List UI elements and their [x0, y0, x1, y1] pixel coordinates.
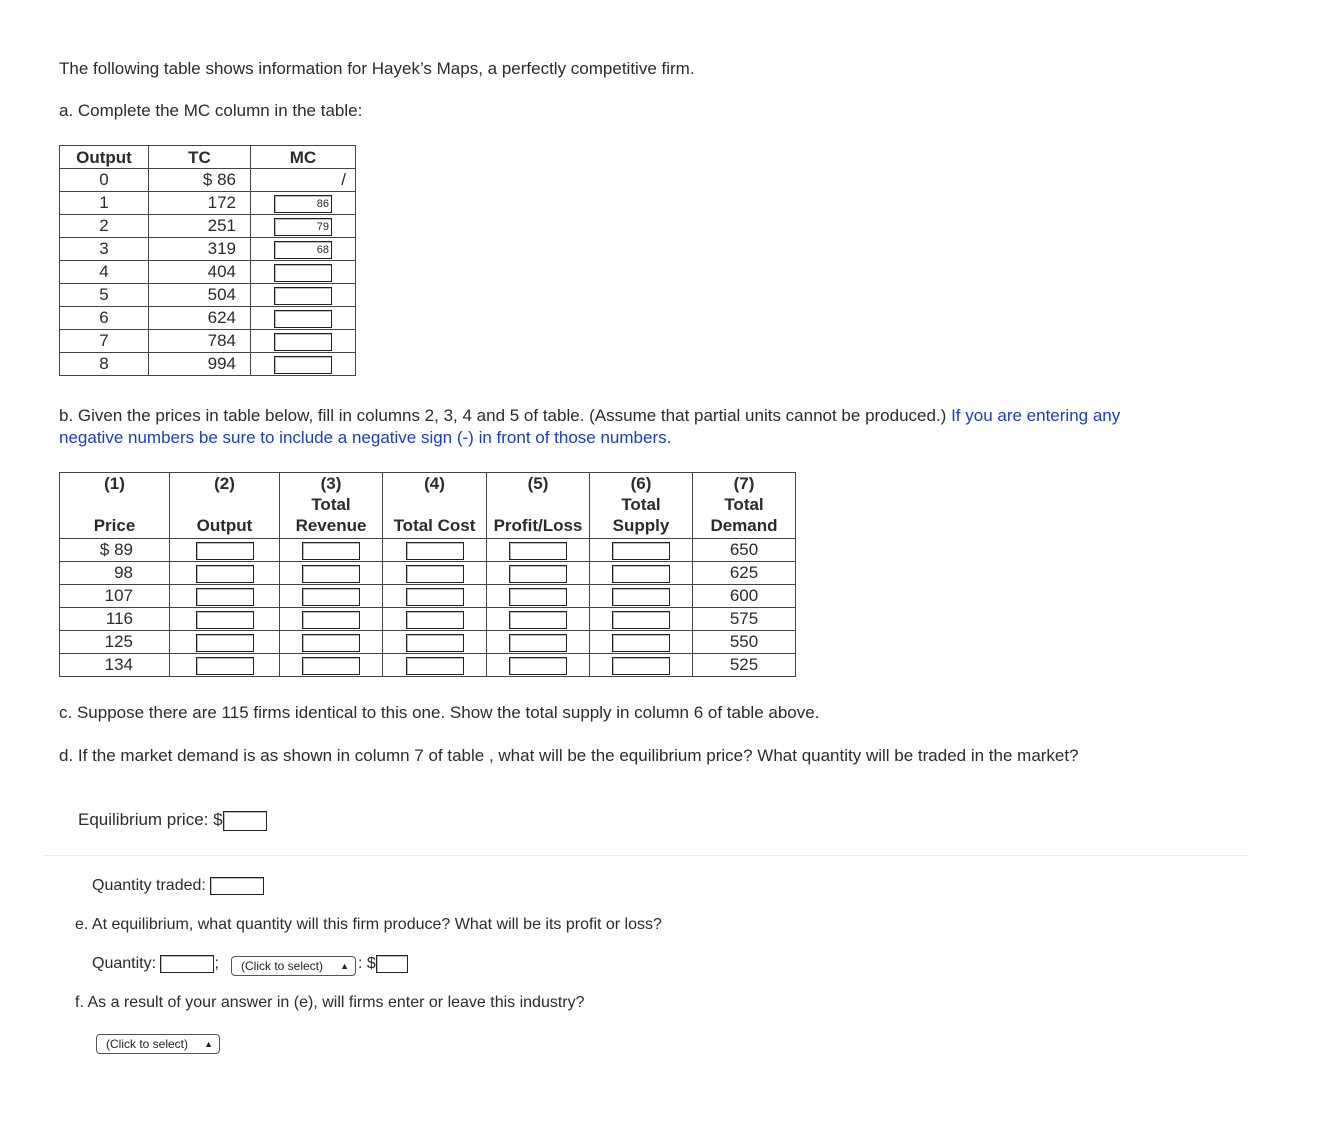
- col-header-output: Output: [60, 146, 149, 169]
- input-cell: [280, 631, 383, 654]
- col-header-6: [590, 473, 693, 539]
- col-header-line2: Profit/Loss: [493, 516, 583, 535]
- col-header-line2: Price: [93, 516, 136, 535]
- equilibrium-price-input[interactable]: [223, 811, 267, 831]
- input-cell: [170, 539, 280, 562]
- input-cell: [170, 585, 280, 608]
- intro-text: The following table shows information for Hayek’s Maps, a perfectly competitive firm.: [59, 59, 695, 78]
- table-row: [60, 238, 356, 261]
- col-header-number: (1): [104, 474, 125, 493]
- profit-loss-input[interactable]: [509, 542, 567, 560]
- demand-cell: 525: [693, 654, 796, 677]
- mc-input[interactable]: [274, 356, 332, 374]
- input-cell: [383, 539, 487, 562]
- table-row: [60, 284, 356, 307]
- table-row: [60, 608, 796, 631]
- quantity-label: Quantity:: [92, 955, 157, 972]
- market-table-header: [60, 473, 796, 539]
- col-header-number: (7): [733, 474, 755, 493]
- total-supply-input[interactable]: [612, 611, 670, 629]
- price-cell: 107: [60, 585, 170, 608]
- mc-cell: [251, 192, 356, 215]
- total-revenue-input[interactable]: [302, 588, 360, 606]
- table-row: [60, 654, 796, 677]
- mc-cell: [251, 307, 356, 330]
- input-cell: [170, 654, 280, 677]
- firm-quantity-input[interactable]: [160, 955, 214, 973]
- input-cell: [170, 608, 280, 631]
- total-supply-input[interactable]: [612, 657, 670, 675]
- mc-input[interactable]: [274, 333, 332, 351]
- tc-cell: 251: [149, 215, 251, 238]
- profit-loss-input[interactable]: [509, 611, 567, 629]
- col-header-line1: [383, 494, 486, 515]
- mc-cell: [251, 353, 356, 376]
- col-header-3: [280, 473, 383, 539]
- mc-input[interactable]: 86: [274, 195, 332, 213]
- profit-loss-input[interactable]: [509, 565, 567, 583]
- input-cell: [590, 608, 693, 631]
- output-input[interactable]: [196, 611, 254, 629]
- part-b-negative-note: If you are entering any negative numbers be sure to include a negative sign (-) in front of those numbers.: [59, 406, 1121, 447]
- input-cell: [280, 562, 383, 585]
- input-cell: [383, 562, 487, 585]
- demand-cell: 550: [693, 631, 796, 654]
- colon-dollar: : $: [358, 955, 376, 972]
- col-header-line1: [170, 494, 279, 515]
- col-header-line1: Total: [724, 495, 764, 514]
- col-header-mc: MC: [251, 146, 356, 169]
- output-cell: 5: [60, 284, 149, 307]
- output-input[interactable]: [196, 634, 254, 652]
- total-revenue-input[interactable]: [302, 657, 360, 675]
- mc-cell: [251, 215, 356, 238]
- profit-loss-select[interactable]: [231, 956, 356, 976]
- col-header-line1: Total: [621, 495, 661, 514]
- tc-cell: 784: [149, 330, 251, 353]
- input-cell: [383, 654, 487, 677]
- col-header-number: (5): [527, 474, 549, 493]
- demand-cell: 575: [693, 608, 796, 631]
- part-c-text: c. Suppose there are 115 firms identical to this one. Show the total supply in column 6 of table above.: [59, 703, 820, 722]
- part-d-text: d. If the market demand is as shown in column 7 of table , what will be the equilibrium price? What quantity will be traded in the market?: [59, 746, 1079, 765]
- table-row: [60, 169, 356, 192]
- mc-cell: [251, 330, 356, 353]
- input-cell: [590, 585, 693, 608]
- table-row: [60, 631, 796, 654]
- divider: [44, 855, 1248, 856]
- select-arrows-icon: ▲: [204, 1039, 213, 1049]
- input-cell: [280, 539, 383, 562]
- output-cell: 6: [60, 307, 149, 330]
- total-supply-input[interactable]: [612, 542, 670, 560]
- input-cell: [487, 654, 590, 677]
- input-cell: [170, 562, 280, 585]
- table-row: [60, 585, 796, 608]
- mc-cell: [251, 261, 356, 284]
- output-cell: 8: [60, 353, 149, 376]
- mc-cell: [251, 238, 356, 261]
- tc-cell: 504: [149, 284, 251, 307]
- output-input[interactable]: [196, 542, 254, 560]
- input-cell: [487, 608, 590, 631]
- enter-leave-select[interactable]: [96, 1034, 220, 1054]
- part-f-text: f. As a result of your answer in (e), will firms enter or leave this industry?: [75, 994, 585, 1011]
- equilibrium-price-label: Equilibrium price: $: [78, 810, 223, 829]
- total-supply-input[interactable]: [612, 588, 670, 606]
- price-cell: $ 89: [60, 539, 170, 562]
- table-row: [60, 192, 356, 215]
- output-cell: 1: [60, 192, 149, 215]
- input-cell: [590, 654, 693, 677]
- mc-input[interactable]: [274, 287, 332, 305]
- enter-leave-select-label: (Click to select): [106, 1037, 189, 1051]
- semicolon: ;: [214, 955, 219, 972]
- total-cost-input[interactable]: [406, 542, 464, 560]
- mc-table: [59, 145, 356, 376]
- col-header-number: (4): [424, 474, 445, 493]
- input-cell: [280, 608, 383, 631]
- total-cost-input[interactable]: [406, 611, 464, 629]
- equilibrium-price-row: [78, 809, 267, 831]
- input-cell: [170, 631, 280, 654]
- input-cell: [383, 585, 487, 608]
- input-cell: [487, 585, 590, 608]
- output-cell: 7: [60, 330, 149, 353]
- price-cell: 134: [60, 654, 170, 677]
- table-row: [60, 307, 356, 330]
- table-row: [60, 330, 356, 353]
- output-cell: 3: [60, 238, 149, 261]
- mc-cell: [251, 284, 356, 307]
- input-cell: [280, 585, 383, 608]
- col-header-number: (3): [320, 474, 342, 493]
- input-cell: [383, 608, 487, 631]
- input-cell: [487, 631, 590, 654]
- table-row: [60, 539, 796, 562]
- profit-amount-row: [358, 953, 408, 975]
- total-supply-input[interactable]: [612, 565, 670, 583]
- profit-amount-input[interactable]: [376, 955, 408, 973]
- mc-table-header: [60, 146, 356, 169]
- part-a-text: a. Complete the MC column in the table:: [59, 101, 363, 120]
- tc-cell: 624: [149, 307, 251, 330]
- market-table: [59, 472, 796, 677]
- total-revenue-input[interactable]: [302, 565, 360, 583]
- input-cell: [487, 539, 590, 562]
- col-header-5: [487, 473, 590, 539]
- price-cell: 116: [60, 608, 170, 631]
- col-header-line2: Supply: [612, 516, 670, 535]
- col-header-line1: [487, 494, 589, 515]
- input-cell: [590, 539, 693, 562]
- profit-loss-input[interactable]: [509, 634, 567, 652]
- quantity-traded-label: Quantity traded:: [92, 877, 206, 894]
- col-header-4: [383, 473, 487, 539]
- demand-cell: 650: [693, 539, 796, 562]
- output-cell: 4: [60, 261, 149, 284]
- total-revenue-input[interactable]: [302, 611, 360, 629]
- output-input[interactable]: [196, 657, 254, 675]
- output-cell: 0: [60, 169, 149, 192]
- output-input[interactable]: [196, 565, 254, 583]
- profit-loss-input[interactable]: [509, 657, 567, 675]
- input-cell: [487, 562, 590, 585]
- mc-input[interactable]: 79: [274, 218, 332, 236]
- price-cell: 98: [60, 562, 170, 585]
- col-header-7: [693, 473, 796, 539]
- total-revenue-input[interactable]: [302, 634, 360, 652]
- total-cost-input[interactable]: [406, 565, 464, 583]
- quantity-traded-row: [92, 875, 264, 897]
- col-header-line2: Total Cost: [393, 516, 476, 535]
- demand-cell: 600: [693, 585, 796, 608]
- table-row: [60, 562, 796, 585]
- part-b-text: [59, 405, 1159, 449]
- tc-cell: 994: [149, 353, 251, 376]
- total-cost-input[interactable]: [406, 588, 464, 606]
- tc-cell: 404: [149, 261, 251, 284]
- tc-cell: $ 86: [149, 169, 251, 192]
- total-cost-input[interactable]: [406, 634, 464, 652]
- mc-input[interactable]: 68: [274, 241, 332, 259]
- col-header-line2: Demand: [710, 516, 778, 535]
- profit-loss-select-label: (Click to select): [241, 959, 324, 973]
- input-cell: [590, 631, 693, 654]
- demand-cell: 625: [693, 562, 796, 585]
- tc-cell: 319: [149, 238, 251, 261]
- output-cell: 2: [60, 215, 149, 238]
- col-header-1: [60, 473, 170, 539]
- col-header-tc: TC: [149, 146, 251, 169]
- output-input[interactable]: [196, 588, 254, 606]
- input-cell: [383, 631, 487, 654]
- select-arrows-icon: ▲: [340, 961, 349, 971]
- col-header-line1: Total: [311, 495, 351, 514]
- price-cell: 125: [60, 631, 170, 654]
- mc-cell: /: [251, 169, 356, 192]
- part-b-instructions: b. Given the prices in table below, fill in columns 2, 3, 4 and 5 of table. (Assume that partial units cannot be produced.): [59, 406, 947, 425]
- total-supply-input[interactable]: [612, 634, 670, 652]
- total-cost-input[interactable]: [406, 657, 464, 675]
- col-header-2: [170, 473, 280, 539]
- table-row: [60, 261, 356, 284]
- tc-cell: 172: [149, 192, 251, 215]
- input-cell: [280, 654, 383, 677]
- table-row: [60, 215, 356, 238]
- col-header-line1: [60, 494, 169, 515]
- col-header-line2: Output: [196, 516, 253, 535]
- part-e-text: e. At equilibrium, what quantity will this firm produce? What will be its profit or loss?: [75, 916, 662, 933]
- profit-loss-input[interactable]: [509, 588, 567, 606]
- table-row: [60, 353, 356, 376]
- total-revenue-input[interactable]: [302, 542, 360, 560]
- input-cell: [590, 562, 693, 585]
- quantity-profit-row: [92, 953, 219, 975]
- mc-input[interactable]: [274, 264, 332, 282]
- col-header-line2: Revenue: [295, 516, 367, 535]
- quantity-traded-input[interactable]: [210, 877, 264, 895]
- mc-input[interactable]: [274, 310, 332, 328]
- col-header-number: (6): [630, 474, 652, 493]
- col-header-number: (2): [214, 474, 235, 493]
